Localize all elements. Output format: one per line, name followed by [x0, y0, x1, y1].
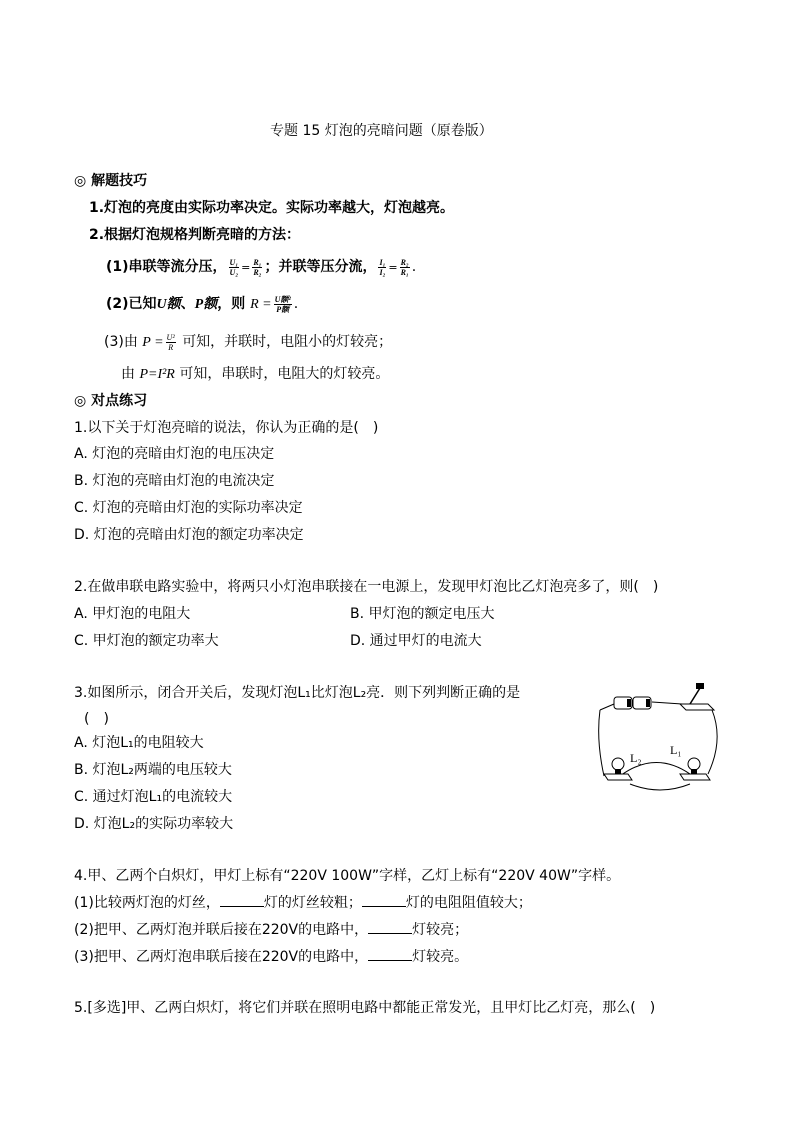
q1-option-b: B. 灯泡的亮暗由灯泡的电流决定 — [74, 473, 275, 489]
answer-blank[interactable] — [368, 919, 412, 934]
tip-line-1: 1.灯泡的亮度由实际功率决定。实际功率越大，灯泡越亮。 — [89, 200, 455, 216]
circuit-diagram — [590, 680, 730, 800]
tips-heading: ◎ 解题技巧 — [74, 173, 148, 189]
q2-option-b: B. 甲灯泡的额定电压大 — [350, 606, 495, 622]
q5-stem: 5.[多选]甲、乙两白炽灯，将它们并联在照明电路中都能正常发光，且甲灯比乙灯亮，那么( ) — [74, 1000, 656, 1016]
answer-blank[interactable] — [220, 892, 264, 907]
q1-option-d: D. 灯泡的亮暗由灯泡的额定功率决定 — [74, 527, 304, 543]
q4-sub-1: (1)比较两灯泡的灯丝， 灯的灯丝较粗； 灯的电阻阻值较大； — [74, 892, 532, 913]
fraction-i1-i2: $\frac{\text{I₁}}{\text{I₂}}$ — [379, 257, 386, 277]
q3-answer-paren: ( ) — [84, 711, 109, 727]
fraction-u2-p: $\frac{\text{U额²}}{\text{P额}}$ — [274, 294, 291, 314]
q4-sub-3: (3)把甲、乙两灯泡串联后接在220V的电路中， 灯较亮。 — [74, 946, 468, 967]
q2-option-c: C. 甲灯泡的额定功率大 — [74, 633, 219, 649]
wire-left — [599, 710, 604, 776]
practice-heading: ◎ 对点练习 — [74, 393, 148, 409]
q1-option-a: A. 灯泡的亮暗由灯泡的电压决定 — [74, 446, 275, 462]
label-l2: L₂ — [630, 751, 642, 765]
q3-stem: 3.如图所示，闭合开关后，发现灯泡L₁比灯泡L₂亮．则下列判断正确的是 — [74, 685, 521, 701]
q1-option-c: C. 灯泡的亮暗由灯泡的实际功率决定 — [74, 500, 303, 516]
q3-option-c: C. 通过灯泡L₁的电流较大 — [74, 789, 233, 805]
lamp-l2-icon — [604, 758, 632, 780]
wire-bottom — [630, 784, 690, 790]
wire-right — [708, 710, 717, 774]
q2-stem: 2.在做串联电路实验中，将两只小灯泡串联接在一电源上，发现甲灯泡比乙灯泡亮多了，则( ) — [74, 579, 659, 595]
q3-option-a: A. 灯泡L₁的电阻较大 — [74, 735, 204, 751]
q3-option-d: D. 灯泡L₂的实际功率较大 — [74, 816, 234, 832]
q1-stem: 1.以下关于灯泡亮暗的说法，你认为正确的是( ) — [74, 420, 379, 436]
page-title: 专题 15 灯泡的亮暗问题（原卷版） — [270, 123, 493, 139]
q2-option-a: A. 甲灯泡的电阻大 — [74, 606, 191, 622]
lamp-l1-icon — [680, 758, 710, 780]
tip-line-6: 由 P=I²R 可知，串联时，电阻大的灯较亮。 — [121, 366, 390, 382]
tip-line-3: (1)串联等流分压， $\frac{\text{U₁}}{\text{U₂}}$ = $\frac{\text{R₁}}{\text{R₂}}$ ；并联等压分流， $\frac{\text{I₁}}{\text{I₂}}$ = $\frac{\text{R₂}}{\text{R₁}}$ . — [106, 257, 417, 277]
tip-series-label: (1)串联等流分压， — [106, 259, 227, 275]
answer-blank[interactable] — [368, 946, 412, 961]
q3-option-b: B. 灯泡L₂两端的电压较大 — [74, 762, 232, 778]
q2-option-d: D. 通过甲灯的电流大 — [350, 633, 482, 649]
q4-stem: 4.甲、乙两个白炽灯，甲灯上标有“220V 100W”字样，乙灯上标有“220V 40W”字样。 — [74, 868, 621, 884]
tip-parallel-label: ；并联等压分流， — [264, 259, 377, 275]
answer-blank[interactable] — [362, 892, 406, 907]
tip-line-2: 2.根据灯泡规格判断亮暗的方法： — [89, 227, 301, 243]
switch-icon — [680, 683, 714, 710]
fraction-u2-r: $\frac{\text{U²}}{R}$ — [166, 332, 175, 352]
battery-icon — [614, 697, 651, 709]
fraction-r1-r2: $\frac{\text{R₁}}{\text{R₂}}$ — [253, 257, 262, 277]
fraction-u1-u2: $\frac{\text{U₁}}{\text{U₂}}$ — [229, 257, 239, 277]
tip-line-4: (2)已知U额、P额，则 R = $\frac{\text{U额²}}{\text{P额}}$ . — [106, 294, 299, 314]
tip-line-5: (3)由 P = $\frac{\text{U²}}{R}$ 可知，并联时，电阻小的灯较亮； — [104, 332, 393, 352]
fraction-r2-r1: $\frac{\text{R₂}}{\text{R₁}}$ — [400, 257, 409, 277]
label-l1: L₁ — [670, 743, 682, 757]
q4-sub-2: (2)把甲、乙两灯泡并联后接在220V的电路中， 灯较亮； — [74, 919, 468, 940]
